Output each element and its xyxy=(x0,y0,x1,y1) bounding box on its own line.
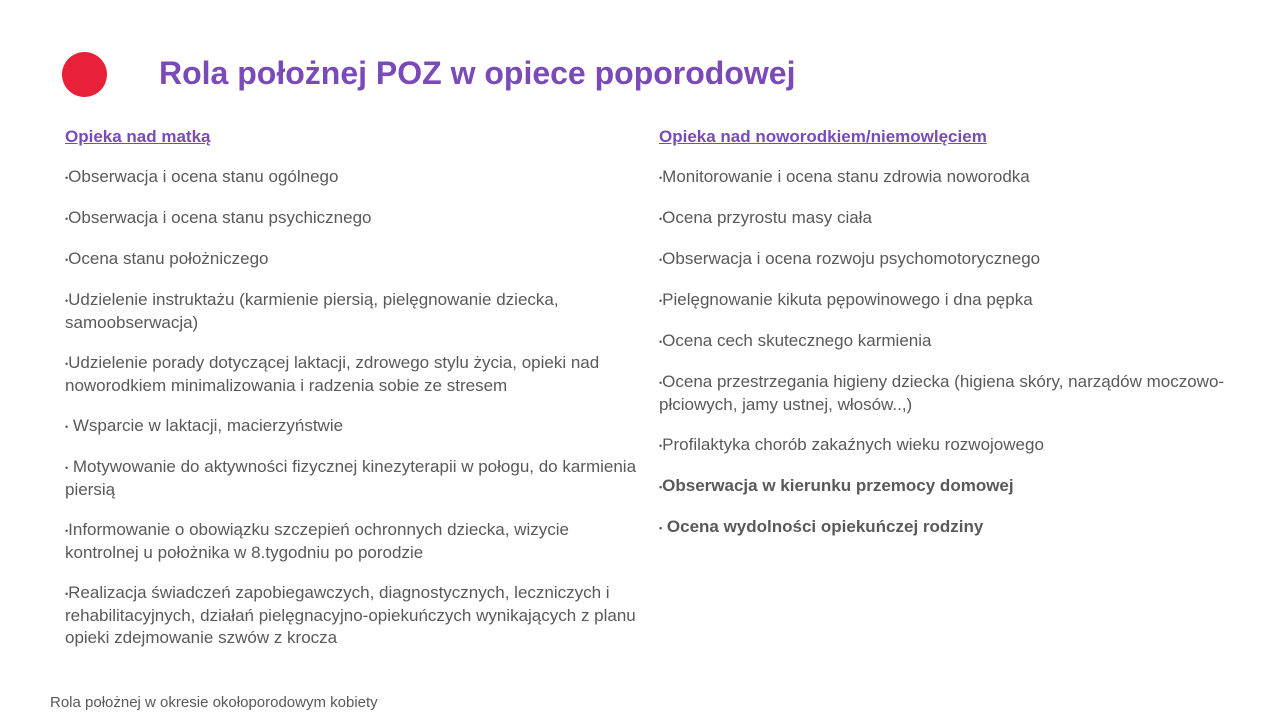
bullet-icon: • xyxy=(659,337,663,347)
list-item-text: Informowanie o obowiązku szczepień ochronnych dziecka, wizycie kontrolnej u położnika w 8.tygodniu po porodzie xyxy=(65,520,569,562)
list-item-text: Ocena cech skutecznego karmienia xyxy=(662,331,932,350)
list-item-text: Ocena przyrostu masy ciała xyxy=(662,208,872,227)
bullet-icon: • xyxy=(659,214,663,224)
bullet-icon: • xyxy=(65,422,69,432)
newborn-care-list xyxy=(659,166,1269,539)
newborn-care-heading: Opieka nad noworodkiem/niemowlęciem xyxy=(659,127,987,146)
list-item xyxy=(659,166,1269,189)
bullet-icon: • xyxy=(659,173,663,183)
list-item-text: Pielęgnowanie kikuta pępowinowego i dna pępka xyxy=(662,290,1033,309)
list-item xyxy=(659,207,1269,230)
list-item-text: Ocena przestrzegania higieny dziecka (higiena skóry, narządów moczowo-płciowych, jamy ustnej, włosów..,) xyxy=(659,372,1225,414)
list-item xyxy=(65,456,640,501)
list-item xyxy=(659,330,1269,353)
bullet-icon: • xyxy=(659,482,663,492)
mother-care-column xyxy=(65,126,640,667)
bullet-icon: • xyxy=(65,589,69,599)
bullet-icon: • xyxy=(659,378,663,388)
list-item-text: Realizacja świadczeń zapobiegawczych, diagnostycznych, leczniczych i rehabilitacyjnych, działań pielęgnacyjno-opiekuńczych wynikających z planu opieki zdejmowanie szwów z krocza xyxy=(65,583,636,647)
bullet-icon: • xyxy=(65,526,69,536)
bullet-icon: • xyxy=(65,296,69,306)
bullet-icon: • xyxy=(65,359,69,369)
list-item-text: Obserwacja i ocena stanu psychicznego xyxy=(68,208,372,227)
list-item-text: Monitorowanie i ocena stanu zdrowia noworodka xyxy=(662,167,1030,186)
list-item xyxy=(659,248,1269,271)
list-item xyxy=(659,475,1269,498)
bullet-icon: • xyxy=(65,463,69,473)
list-item-text: Obserwacja i ocena stanu ogólnego xyxy=(68,167,339,186)
red-circle-decoration xyxy=(62,52,107,97)
newborn-care-column xyxy=(659,126,1269,557)
slide-title: Rola położnej POZ w opiece poporodowej xyxy=(159,55,796,91)
bullet-icon: • xyxy=(659,441,663,451)
list-item xyxy=(659,289,1269,312)
list-item xyxy=(65,582,640,649)
bullet-icon: • xyxy=(659,523,663,533)
bullet-icon: • xyxy=(65,214,69,224)
list-item-text: Obserwacja w kierunku przemocy domowej xyxy=(662,476,1014,495)
list-item xyxy=(659,434,1269,457)
list-item xyxy=(65,166,640,189)
list-item-text: Motywowanie do aktywności fizycznej kinezyterapii w połogu, do karmienia piersią xyxy=(65,457,637,499)
bullet-icon: • xyxy=(65,173,69,183)
list-item-text: Wsparcie w laktacji, macierzyństwie xyxy=(72,416,344,435)
list-item xyxy=(65,248,640,271)
list-item xyxy=(65,289,640,334)
bullet-icon: • xyxy=(659,296,663,306)
bullet-icon: • xyxy=(65,255,69,265)
list-item xyxy=(659,371,1269,416)
list-item xyxy=(65,352,640,397)
list-item-text: Ocena wydolności opiekuńczej rodziny xyxy=(666,517,984,536)
list-item-text: Profilaktyka chorób zakaźnych wieku rozwojowego xyxy=(662,435,1044,454)
list-item xyxy=(65,207,640,230)
list-item xyxy=(65,415,640,438)
list-item xyxy=(659,516,1269,539)
mother-care-heading: Opieka nad matką xyxy=(65,127,211,146)
slide-footer: Rola położnej w okresie okołoporodowym kobiety xyxy=(50,694,378,711)
list-item-text: Udzielenie porady dotyczącej laktacji, zdrowego stylu życia, opieki nad noworodkiem minimalizowania i radzenia sobie ze stresem xyxy=(65,353,600,395)
list-item-text: Obserwacja i ocena rozwoju psychomotorycznego xyxy=(662,249,1041,268)
list-item-text: Ocena stanu położniczego xyxy=(68,249,269,268)
list-item xyxy=(65,519,640,564)
list-item-text: Udzielenie instruktażu (karmienie piersią, pielęgnowanie dziecka, samoobserwacja) xyxy=(65,290,559,332)
bullet-icon: • xyxy=(659,255,663,265)
mother-care-list xyxy=(65,166,640,649)
